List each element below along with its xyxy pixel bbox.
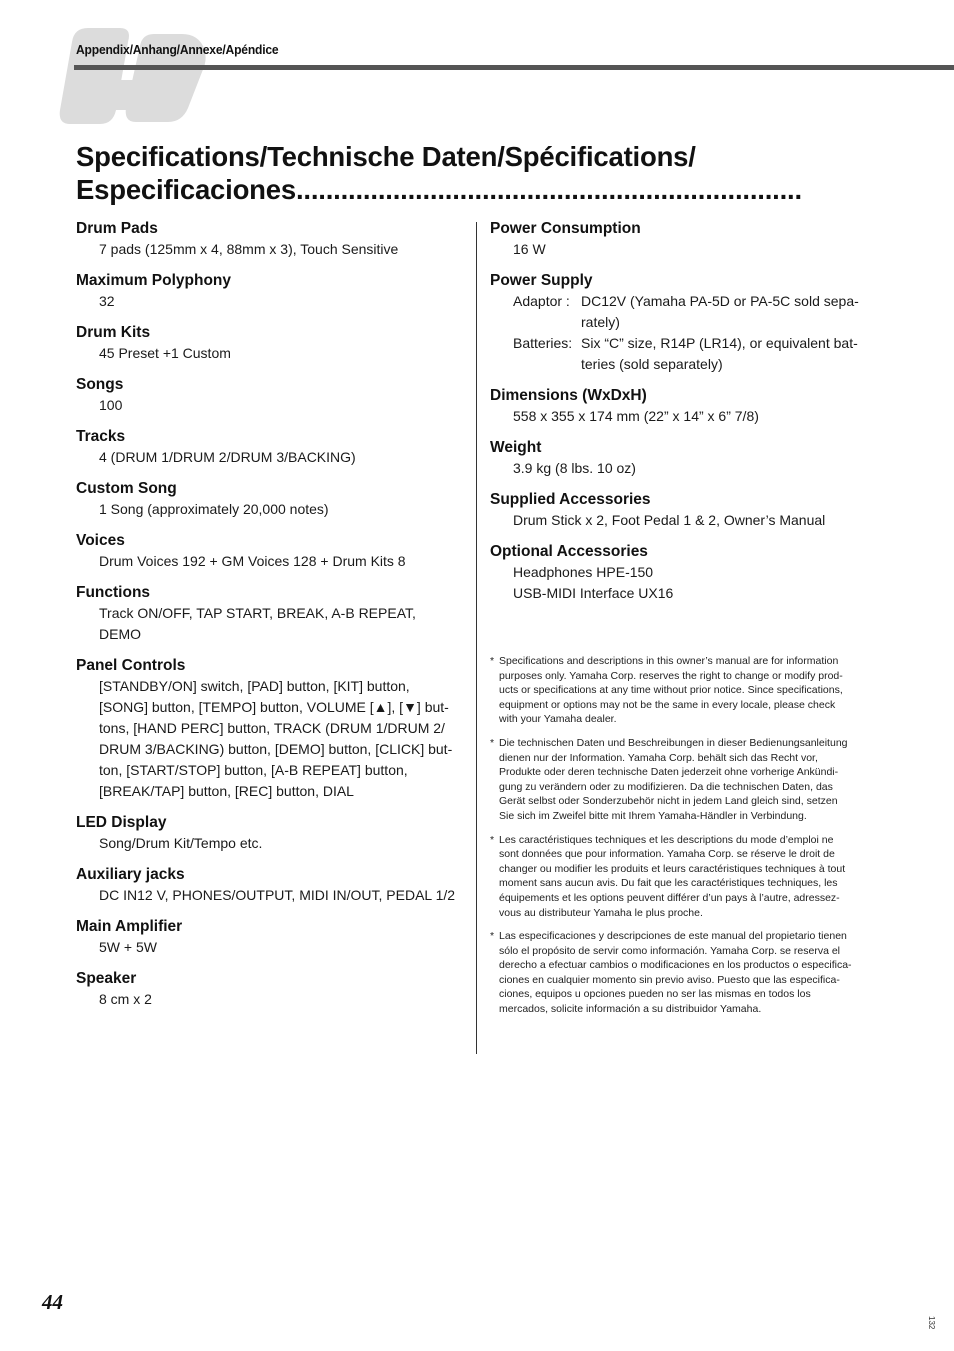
batteries-value-line-2: teries (sold separately) xyxy=(581,356,723,372)
footnote-item xyxy=(490,929,882,1017)
footnote-line: vous au distributeur Yamaha le plus proche. xyxy=(499,906,703,919)
spec-title: Drum Kits xyxy=(76,324,151,341)
column-divider xyxy=(476,222,477,1054)
footnote-line: ciones, equipos u opciones pueden no ser las mismas en todos los xyxy=(499,988,811,1001)
batteries-value xyxy=(581,333,882,375)
footnote-line: ciones en cualquier momento sin previo aviso. Puesto que las especifica- xyxy=(499,973,840,986)
spec-title: Functions xyxy=(76,584,151,601)
spec-title: Optional Accessories xyxy=(490,543,648,560)
spec-title: Power Consumption xyxy=(490,220,641,237)
footnote-marker: * xyxy=(490,833,495,846)
footnote-text xyxy=(499,654,882,727)
spec-title: Power Supply xyxy=(490,272,593,289)
spec-value: USB-MIDI Interface UX16 xyxy=(513,585,674,601)
footnote-line: mercados, solicite información a su distribuidor Yamaha. xyxy=(499,1003,762,1016)
spec-title: Voices xyxy=(76,532,125,549)
spec-title: Dimensions (WxDxH) xyxy=(490,387,647,404)
footnote-line: sólo el propósito de servir como información. Yamaha Corp. se reserva el xyxy=(499,944,841,957)
footnote-line: sont données que pour information. Yamaha Corp. se réserve le droit de xyxy=(499,848,835,861)
footnote-line: equipment or options may not be the same in every locale, please check xyxy=(499,698,836,711)
page-title xyxy=(76,140,936,206)
spec-panel-controls xyxy=(76,655,468,802)
spec-songs xyxy=(76,374,468,416)
footnote-line: moment sans aucun avis. Du fait que les caractéristiques techniques, les xyxy=(499,877,838,890)
spec-power-supply xyxy=(490,270,882,375)
footnote-line: gung zu verändern oder zu modifizieren. Da die technischen Daten, das xyxy=(499,780,833,793)
spec-value: DEMO xyxy=(99,626,141,642)
adaptor-value-line-1: DC12V (Yamaha PA-5D or PA-5C sold sepa- xyxy=(581,293,859,309)
footnote-item xyxy=(490,654,882,727)
footnote-line: Sie sich im Zweifel bitte mit Ihrem Yamaha-Händler in Verbindung. xyxy=(499,809,807,822)
footnote-item xyxy=(490,833,882,921)
spec-value: DC IN12 V, PHONES/OUTPUT, MIDI IN/OUT, PEDAL 1/2 xyxy=(99,887,456,903)
spec-value: DRUM 3/BACKING) button, [DEMO] button, [CLICK] but- xyxy=(99,741,453,757)
spec-weight xyxy=(490,437,882,479)
spec-title: Speaker xyxy=(76,970,137,987)
footnote-line: ucts or specifications at any time without prior notice. Since specifications, xyxy=(499,684,843,697)
footnotes xyxy=(490,654,882,1026)
spec-value: 45 Preset +1 Custom xyxy=(99,345,231,361)
footnote-marker: * xyxy=(490,655,495,667)
spec-functions xyxy=(76,582,468,645)
batteries-value-line-1: Six “C” size, R14P (LR14), or equivalent bat- xyxy=(581,335,858,351)
spec-main-amplifier xyxy=(76,916,468,958)
spec-speaker xyxy=(76,968,468,1010)
spec-title: LED Display xyxy=(76,814,167,831)
spec-title: Main Amplifier xyxy=(76,918,183,935)
spec-voices xyxy=(76,530,468,572)
spec-value: Drum Voices 192 + GM Voices 128 + Drum Kits 8 xyxy=(99,553,406,569)
adaptor-value xyxy=(581,291,882,333)
spec-value: 3.9 kg (8 lbs. 10 oz) xyxy=(513,460,636,476)
footnote-line: Les caractéristiques techniques et les descriptions du mode d’emploi ne xyxy=(499,833,834,846)
power-supply-batteries-row xyxy=(490,333,882,375)
power-supply-adaptor-row xyxy=(490,291,882,333)
footnote-item xyxy=(490,736,882,824)
page-title-line-2: Especificaciones.................................................................... xyxy=(76,174,802,205)
spec-value: [STANDBY/ON] switch, [PAD] button, [KIT] button, xyxy=(99,678,410,694)
footnote-line: dienen nur der Information. Yamaha Corp. behält sich das Recht vor, xyxy=(499,751,818,764)
spec-value: Headphones HPE-150 xyxy=(513,564,654,580)
spec-value: 16 W xyxy=(513,241,546,257)
section-header-label: Appendix/Anhang/Annexe/Apéndice xyxy=(76,42,279,57)
batteries-label: Batteries: xyxy=(513,335,573,351)
spec-value: [SONG] button, [TEMPO] button, VOLUME [▲], [▼] but- xyxy=(99,699,449,715)
spec-value: 32 xyxy=(99,293,115,309)
page-number: 44 xyxy=(42,1290,63,1314)
spec-optional-accessories xyxy=(490,541,882,604)
spec-value: tons, [HAND PERC] button, TRACK (DRUM 1/DRUM 2/ xyxy=(99,720,445,736)
spec-dimensions-wxdxh xyxy=(490,385,882,427)
footnote-line: Specifications and descriptions in this owner’s manual are for information xyxy=(499,655,839,667)
footnote-line: changer ou modifier les produits et leurs caractéristiques techniques à tout xyxy=(499,862,846,875)
side-code: 132 xyxy=(927,1316,936,1330)
spec-value: 4 (DRUM 1/DRUM 2/DRUM 3/BACKING) xyxy=(99,449,356,465)
footnote-line: derecho a efectuar cambios o modificaciones en los productos o especifica- xyxy=(499,959,852,972)
spec-value: 100 xyxy=(99,397,123,413)
adaptor-label: Adaptor : xyxy=(513,293,570,309)
spec-title: Tracks xyxy=(76,428,126,445)
spec-title: Maximum Polyphony xyxy=(76,272,232,289)
spec-value: 8 cm x 2 xyxy=(99,991,152,1007)
spec-value: Drum Stick x 2, Foot Pedal 1 & 2, Owner’s Manual xyxy=(513,512,826,528)
spec-custom-song xyxy=(76,478,468,520)
spec-value: 7 pads (125mm x 4, 88mm x 3), Touch Sensitive xyxy=(99,241,399,257)
adaptor-value-line-2: rately) xyxy=(581,314,620,330)
footnote-line: Produkte oder deren technische Daten jederzeit ohne vorherige Ankündi- xyxy=(499,766,839,779)
spec-value: Track ON/OFF, TAP START, BREAK, A-B REPEAT, xyxy=(99,605,416,621)
footnote-line: Gerät selbst oder Sonderzubehör nicht in jedem Land gleich sind, setzen xyxy=(499,795,838,808)
spec-power-consumption xyxy=(490,218,882,260)
footnote-marker: * xyxy=(490,930,495,943)
footnote-line: purposes only. Yamaha Corp. reserves the right to change or modify prod- xyxy=(499,669,843,682)
spec-title: Songs xyxy=(76,376,124,393)
footnote-text xyxy=(499,929,882,1017)
spec-led-display xyxy=(76,812,468,854)
footnote-line: Die technischen Daten und Beschreibungen in dieser Bedienungsanleitung xyxy=(499,736,848,749)
page-title-line-1: Specifications/Technische Daten/Spécifications/ xyxy=(76,141,696,172)
footnote-text xyxy=(499,736,882,824)
spec-value: [BREAK/TAP] button, [REC] button, DIAL xyxy=(99,783,354,799)
footnote-marker: * xyxy=(490,736,495,749)
spec-title: Custom Song xyxy=(76,480,177,497)
spec-drum-pads xyxy=(76,218,468,260)
spec-drum-kits xyxy=(76,322,468,364)
spec-title: Weight xyxy=(490,439,542,456)
spec-value: 5W + 5W xyxy=(99,939,157,955)
footnote-line: Las especificaciones y descripciones de este manual del propietario tienen xyxy=(499,930,847,943)
spec-auxiliary-jacks xyxy=(76,864,468,906)
specs-left-column xyxy=(76,218,468,1020)
spec-title: Auxiliary jacks xyxy=(76,866,185,883)
spec-value: 1 Song (approximately 20,000 notes) xyxy=(99,501,329,517)
spec-maximum-polyphony xyxy=(76,270,468,312)
spec-title: Drum Pads xyxy=(76,220,158,237)
spec-title: Supplied Accessories xyxy=(490,491,651,508)
specs-right-others xyxy=(490,385,882,604)
spec-supplied-accessories xyxy=(490,489,882,531)
footnote-line: équipements et les options peuvent différer d’un pays à l’autre, adressez- xyxy=(499,891,840,904)
header-rule xyxy=(74,65,954,70)
footnote-text xyxy=(499,833,882,921)
spec-value: Song/Drum Kit/Tempo etc. xyxy=(99,835,263,851)
spec-value: 558 x 355 x 174 mm (22” x 14” x 6” 7/8) xyxy=(513,408,759,424)
footnote-line: with your Yamaha dealer. xyxy=(499,713,617,726)
spec-tracks xyxy=(76,426,468,468)
specs-right-column xyxy=(490,218,882,614)
spec-title: Panel Controls xyxy=(76,657,186,674)
spec-value: ton, [START/STOP] button, [A-B REPEAT] button, xyxy=(99,762,408,778)
